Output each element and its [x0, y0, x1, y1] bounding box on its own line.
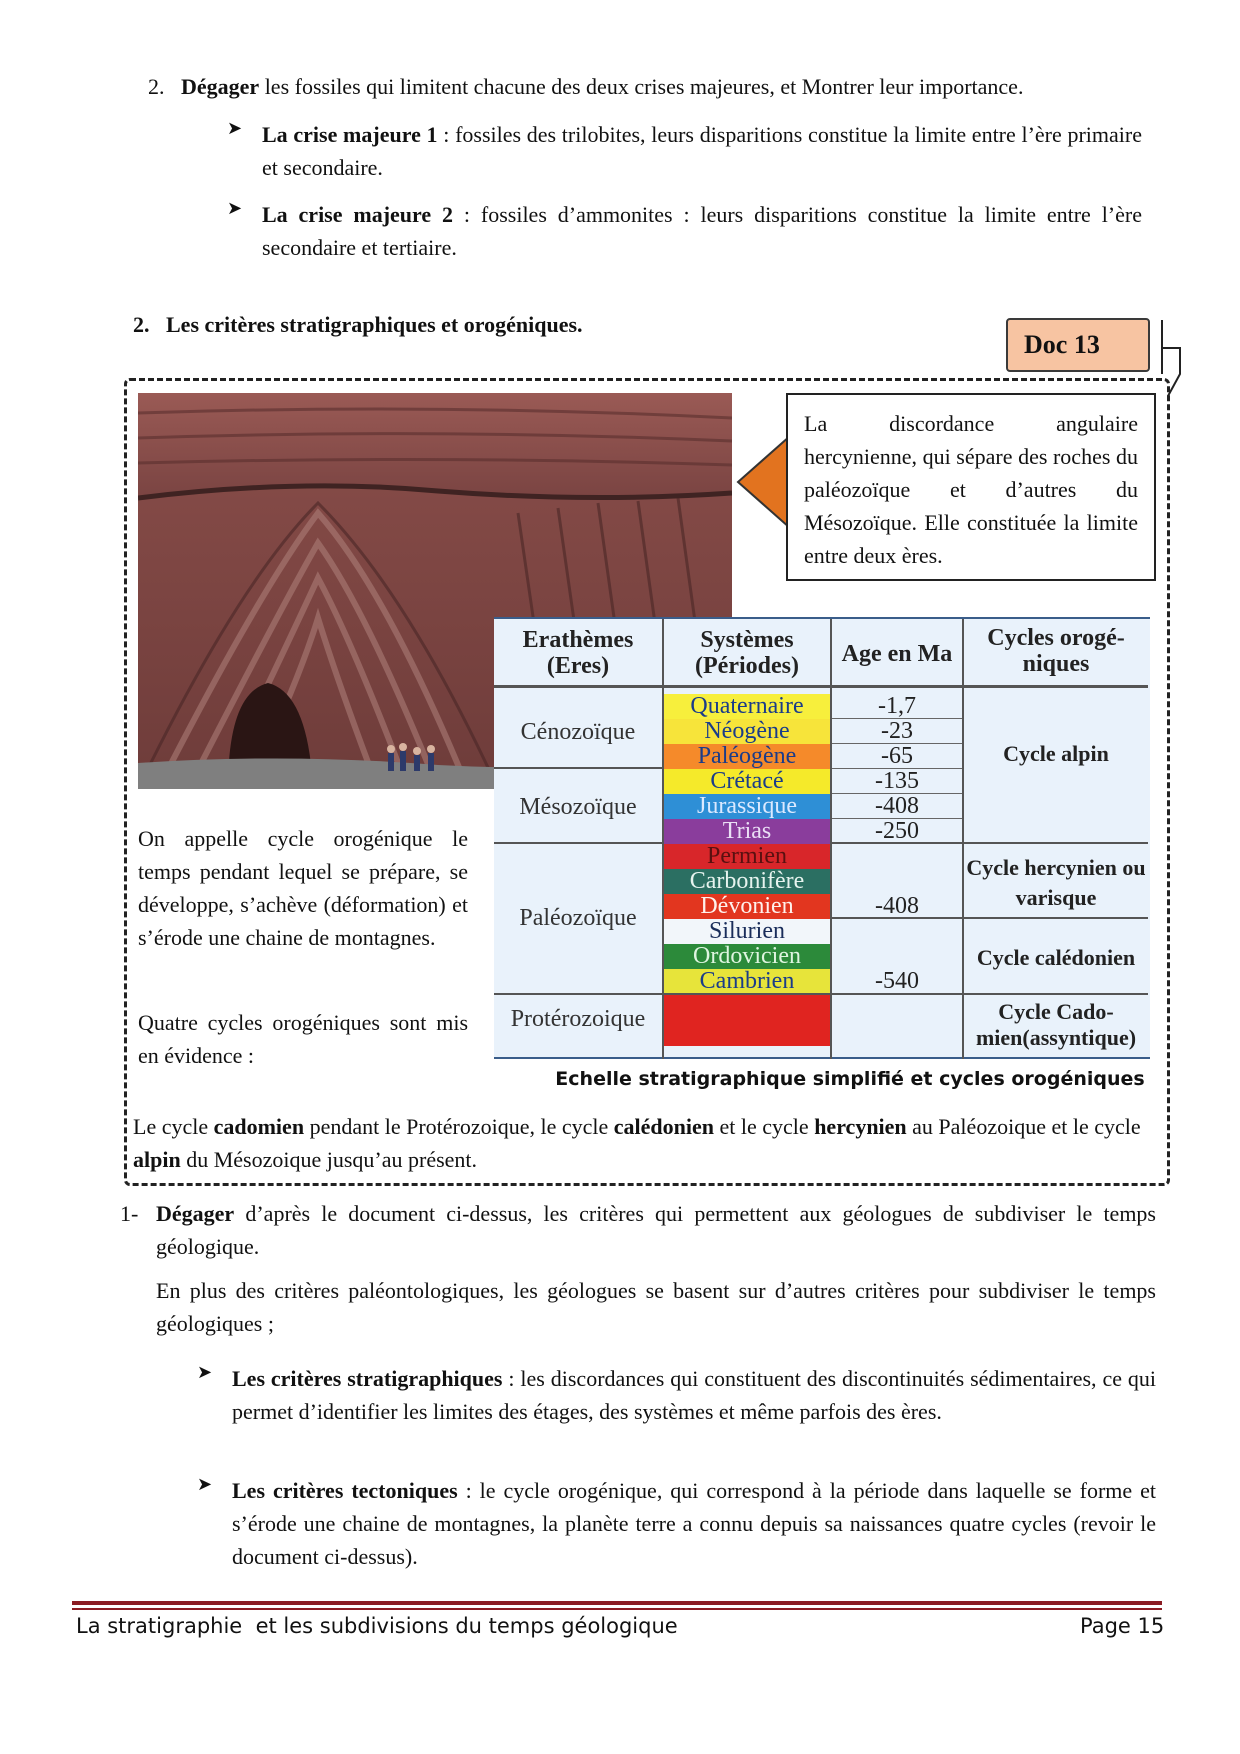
header-cycles: [964, 625, 1148, 677]
grid-line: [494, 842, 664, 844]
footer-rule: [72, 1601, 1162, 1605]
grid-line: [962, 619, 964, 1059]
question-verb: Dégager: [156, 1201, 235, 1226]
header-eras-line2: (Eres): [546, 653, 610, 679]
arrow-bullet-icon: ➤: [197, 1474, 213, 1494]
grid-line: [832, 917, 1148, 919]
cycle-definition: On appelle cycle orogénique le temps pendant lequel se prépare, se développe, s’achève (déformation) et s’érode une chaine de montagnes.: [138, 826, 468, 950]
crise1-text: : fossiles des trilobites, leurs disparitions constitue la limite entre l’ère primaire et secondaire.: [262, 122, 1142, 180]
header-systems-line1: Systèmes: [700, 627, 794, 653]
cycle-cadomien: [964, 999, 1148, 1051]
age-value: -65: [881, 743, 913, 769]
age-value: -23: [881, 718, 913, 744]
period-cell: Quaternaire: [664, 694, 830, 720]
grid-line: [494, 767, 664, 769]
cycle-alpin: Cycle alpin: [1003, 741, 1109, 766]
era-paleozoic: Paléozoïque: [519, 905, 637, 931]
age-value: -540: [875, 968, 919, 994]
header-eras-line1: Erathèmes: [522, 627, 634, 653]
age-value: -408: [875, 793, 919, 819]
period-cell: Carbonifère: [664, 869, 830, 895]
footer-rule: [72, 1608, 1162, 1610]
proterozoic-period-block: [664, 994, 830, 1046]
footer-title: La stratigraphie et les subdivisions du temps géologique: [76, 1614, 678, 1638]
cycle-hercynien: Cycle hercynien ou varisque: [966, 855, 1146, 910]
doc-badge: Doc 13: [1006, 318, 1150, 372]
page-number: Page 15: [1080, 1614, 1165, 1638]
cycles-list: [133, 1110, 1153, 1176]
question-verb: Dégager: [181, 74, 260, 99]
cycle-name: alpin: [133, 1147, 181, 1172]
crise-majeure-2: [262, 198, 1142, 264]
discordance-callout: La discordance angulaire hercynienne, qui sépare des roches du paléozoïque et d’autres du Mésozoïque. Elle constituée la limite entre deux ères.: [786, 393, 1156, 581]
tectonic-criteria: [232, 1474, 1156, 1573]
cycle-cadomien-line1: Cycle Cado-: [998, 999, 1114, 1024]
age-value: -135: [875, 768, 919, 794]
criteria-text: : le cycle orogénique, qui correspond à la période dans laquelle se forme et s’érode une chaine de montagnes, la planète terre a connu depuis sa naissances quatre cycles (revoir le document ci-dessus).: [232, 1478, 1156, 1569]
grid-line: [494, 993, 1148, 995]
table-caption: Echelle stratigraphique simplifié et cycles orogéniques: [555, 1068, 1145, 1090]
era-proterozoic: Protérozoique: [510, 1006, 646, 1032]
crise-majeure-1: [262, 118, 1142, 184]
text: et le cycle: [714, 1114, 815, 1139]
arrow-bullet-icon: ➤: [227, 198, 243, 218]
question-number: 2.: [148, 74, 165, 99]
period-cell: Néogène: [664, 719, 830, 745]
period-cell: Permien: [664, 844, 830, 870]
section-title: 2. Les critères stratigraphiques et orogéniques.: [133, 312, 583, 337]
header-systems-line2: (Périodes): [695, 653, 799, 679]
header-eras: [494, 627, 662, 679]
period-cell: Paléogène: [664, 744, 830, 770]
grid-line: [830, 619, 832, 1059]
period-cell: Crétacé: [664, 769, 830, 795]
text: pendant le Protérozoique, le cycle: [304, 1114, 614, 1139]
question-text: les fossiles qui limitent chacune des deux crises majeures, et Montrer leur importance.: [259, 74, 1024, 99]
crise2-text: : fossiles d’ammonites : leurs disparitions constitue la limite entre l’ère secondaire et tertiaire.: [262, 202, 1142, 260]
criteria-label: Les critères stratigraphiques: [232, 1366, 503, 1391]
period-cell: Cambrien: [664, 969, 830, 995]
grid-line: [494, 685, 1148, 688]
era-cenozoic: Cénozoïque: [520, 719, 636, 745]
period-cell: Silurien: [664, 919, 830, 945]
cycle-caledonien: Cycle calédonien: [976, 945, 1136, 970]
arrow-bullet-icon: ➤: [227, 118, 243, 138]
question-1: [156, 1197, 1156, 1263]
criteria-label: Les critères tectoniques: [232, 1478, 458, 1503]
question-2: [148, 70, 1158, 103]
era-mesozoic: Mésozoïque: [519, 794, 637, 820]
period-cell: Trias: [664, 819, 830, 845]
header-systems: [664, 627, 830, 679]
criteria-intro: En plus des critères paléontologiques, les géologues se basent sur d’autres critères pour subdiviser le temps géologiques ;: [156, 1278, 1156, 1336]
question-text: d’après le document ci-dessus, les critères qui permettent aux géologues de subdiviser le temps géologique.: [156, 1201, 1156, 1259]
age-value: -250: [875, 818, 919, 844]
arrow-bullet-icon: ➤: [197, 1362, 213, 1382]
header-cycles-line1: Cycles orogé-: [987, 625, 1125, 651]
pointer-arrow-icon: [736, 434, 792, 530]
stratigraphic-table: [494, 617, 1150, 1059]
age-value: -1,7: [878, 693, 916, 719]
stratigraphic-criteria: [232, 1362, 1156, 1428]
text: au Paléozoique et le cycle: [906, 1114, 1141, 1139]
cycle-cadomien-line2: mien(assyntique): [975, 1025, 1137, 1050]
cycle-name: hercynien: [814, 1114, 907, 1139]
text: Le cycle: [133, 1114, 214, 1139]
text: du Mésozoique jusqu’au présent.: [180, 1147, 478, 1172]
period-cell: Jurassique: [664, 794, 830, 820]
cycle-name: cadomien: [213, 1114, 305, 1139]
criteria-text: : les discordances qui constituent des discontinuités sédimentaires, ce qui permet d’identifier les limites des étages, des systèmes et même parfois des ères.: [232, 1366, 1156, 1424]
period-cell: Ordovicien: [664, 944, 830, 970]
cycle-name: calédonien: [613, 1114, 715, 1139]
age-value: -408: [875, 893, 919, 919]
crise2-label: La crise majeure 2: [262, 202, 454, 227]
period-cell: Dévonien: [664, 894, 830, 920]
header-age: Age en Ma: [841, 641, 953, 667]
crise1-label: La crise majeure 1: [262, 122, 438, 147]
grid-line: [832, 842, 1148, 844]
header-cycles-line2: niques: [1022, 651, 1090, 677]
grid-line: [662, 619, 664, 1059]
cycles-count: Quatre cycles orogéniques sont mis en évidence :: [138, 1010, 468, 1068]
question-number: 1-: [120, 1201, 139, 1226]
